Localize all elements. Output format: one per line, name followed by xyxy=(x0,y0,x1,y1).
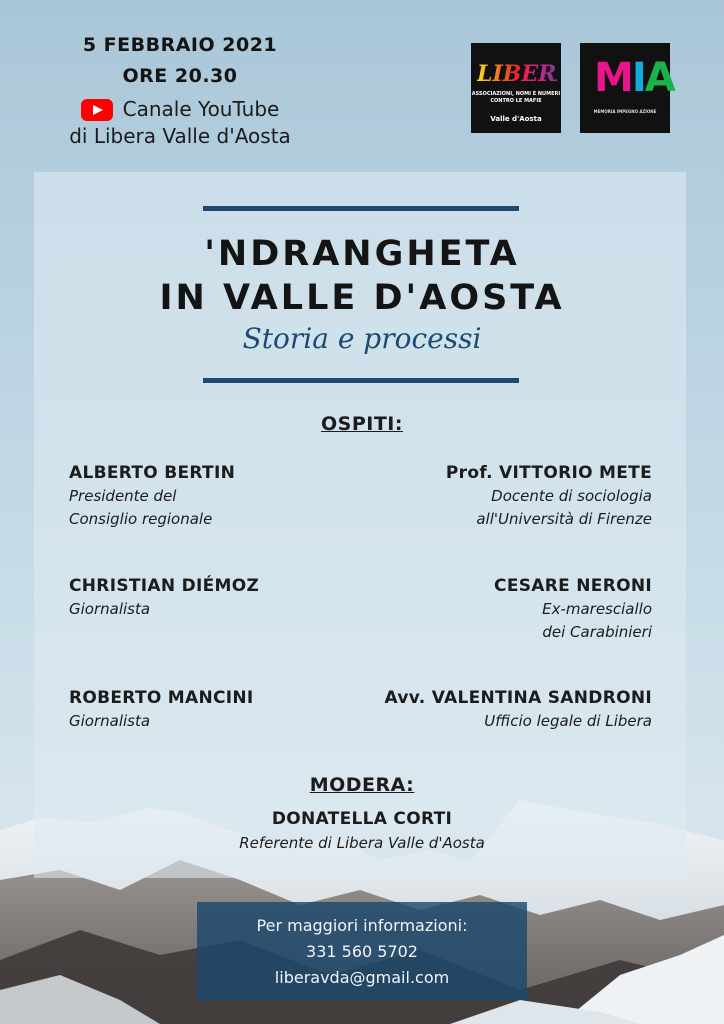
libera-logo-subtitle: ASSOCIAZIONI, NOMI E NUMERI CONTRO LE MAFIE xyxy=(471,91,561,104)
contact-phone[interactable]: 331 560 5702 xyxy=(306,942,418,961)
guest-name: CESARE NERONI xyxy=(494,576,652,596)
guests-heading: OSPITI: xyxy=(321,413,403,435)
libera-logo xyxy=(471,43,574,133)
guest-card xyxy=(69,574,259,621)
event-date: 5 FEBBRAIO 2021 xyxy=(82,34,278,56)
youtube-icon xyxy=(81,99,113,121)
guest-role: Docente di sociologia all'Università di Firenze xyxy=(476,487,652,528)
event-title xyxy=(0,232,724,320)
mia-logo-word: MIA xyxy=(594,55,674,101)
guest-name: ALBERTO BERTIN xyxy=(69,463,236,483)
contact-heading: Per maggiori informazioni: xyxy=(256,916,468,935)
guest-name: Avv. VALENTINA SANDRONI xyxy=(384,688,652,708)
mia-logo-subtitle: MEMORIA IMPEGNO AZIONE xyxy=(593,109,657,114)
event-time: ORE 20.30 xyxy=(122,65,238,87)
channel-line-1: Canale YouTube xyxy=(122,97,280,121)
guest-name: CHRISTIAN DIÉMOZ xyxy=(69,576,260,596)
guest-role: Presidente del Consiglio regionale xyxy=(69,487,213,528)
guest-role: Giornalista xyxy=(69,712,151,730)
libera-logo-word: LIBERA xyxy=(477,61,574,87)
title-rule-top xyxy=(203,206,519,211)
moderator-name: DONATELLA CORTI xyxy=(271,809,453,829)
guest-role: Giornalista xyxy=(69,600,151,618)
guest-card xyxy=(385,686,653,733)
guest-name: Prof. VITTORIO METE xyxy=(445,463,652,483)
guest-card xyxy=(446,461,652,531)
guest-card xyxy=(69,686,254,733)
guest-name: ROBERTO MANCINI xyxy=(69,688,254,708)
event-subtitle: Storia e processi xyxy=(242,322,482,355)
contact-info-box xyxy=(197,902,527,1000)
title-rule-bottom xyxy=(203,378,519,383)
guest-card xyxy=(494,574,652,644)
guest-role: Ufficio legale di Libera xyxy=(484,712,652,730)
moderator-card xyxy=(0,806,724,854)
libera-logo-region: Valle d'Aosta xyxy=(490,115,542,123)
channel-line-2: di Libera Valle d'Aosta xyxy=(69,124,291,148)
mia-logo xyxy=(580,43,674,133)
event-info xyxy=(0,30,360,150)
event-title-line-1: 'NDRANGHETA xyxy=(204,234,520,274)
guest-role: Ex-maresciallo dei Carabinieri xyxy=(542,600,652,641)
moderator-heading: MODERA: xyxy=(309,774,415,796)
moderator-role: Referente di Libera Valle d'Aosta xyxy=(239,834,485,852)
youtube-channel-link[interactable] xyxy=(0,96,360,123)
guest-card xyxy=(69,461,235,531)
event-title-line-2: IN VALLE D'AOSTA xyxy=(159,278,565,318)
contact-email[interactable]: liberavda@gmail.com xyxy=(274,968,450,987)
